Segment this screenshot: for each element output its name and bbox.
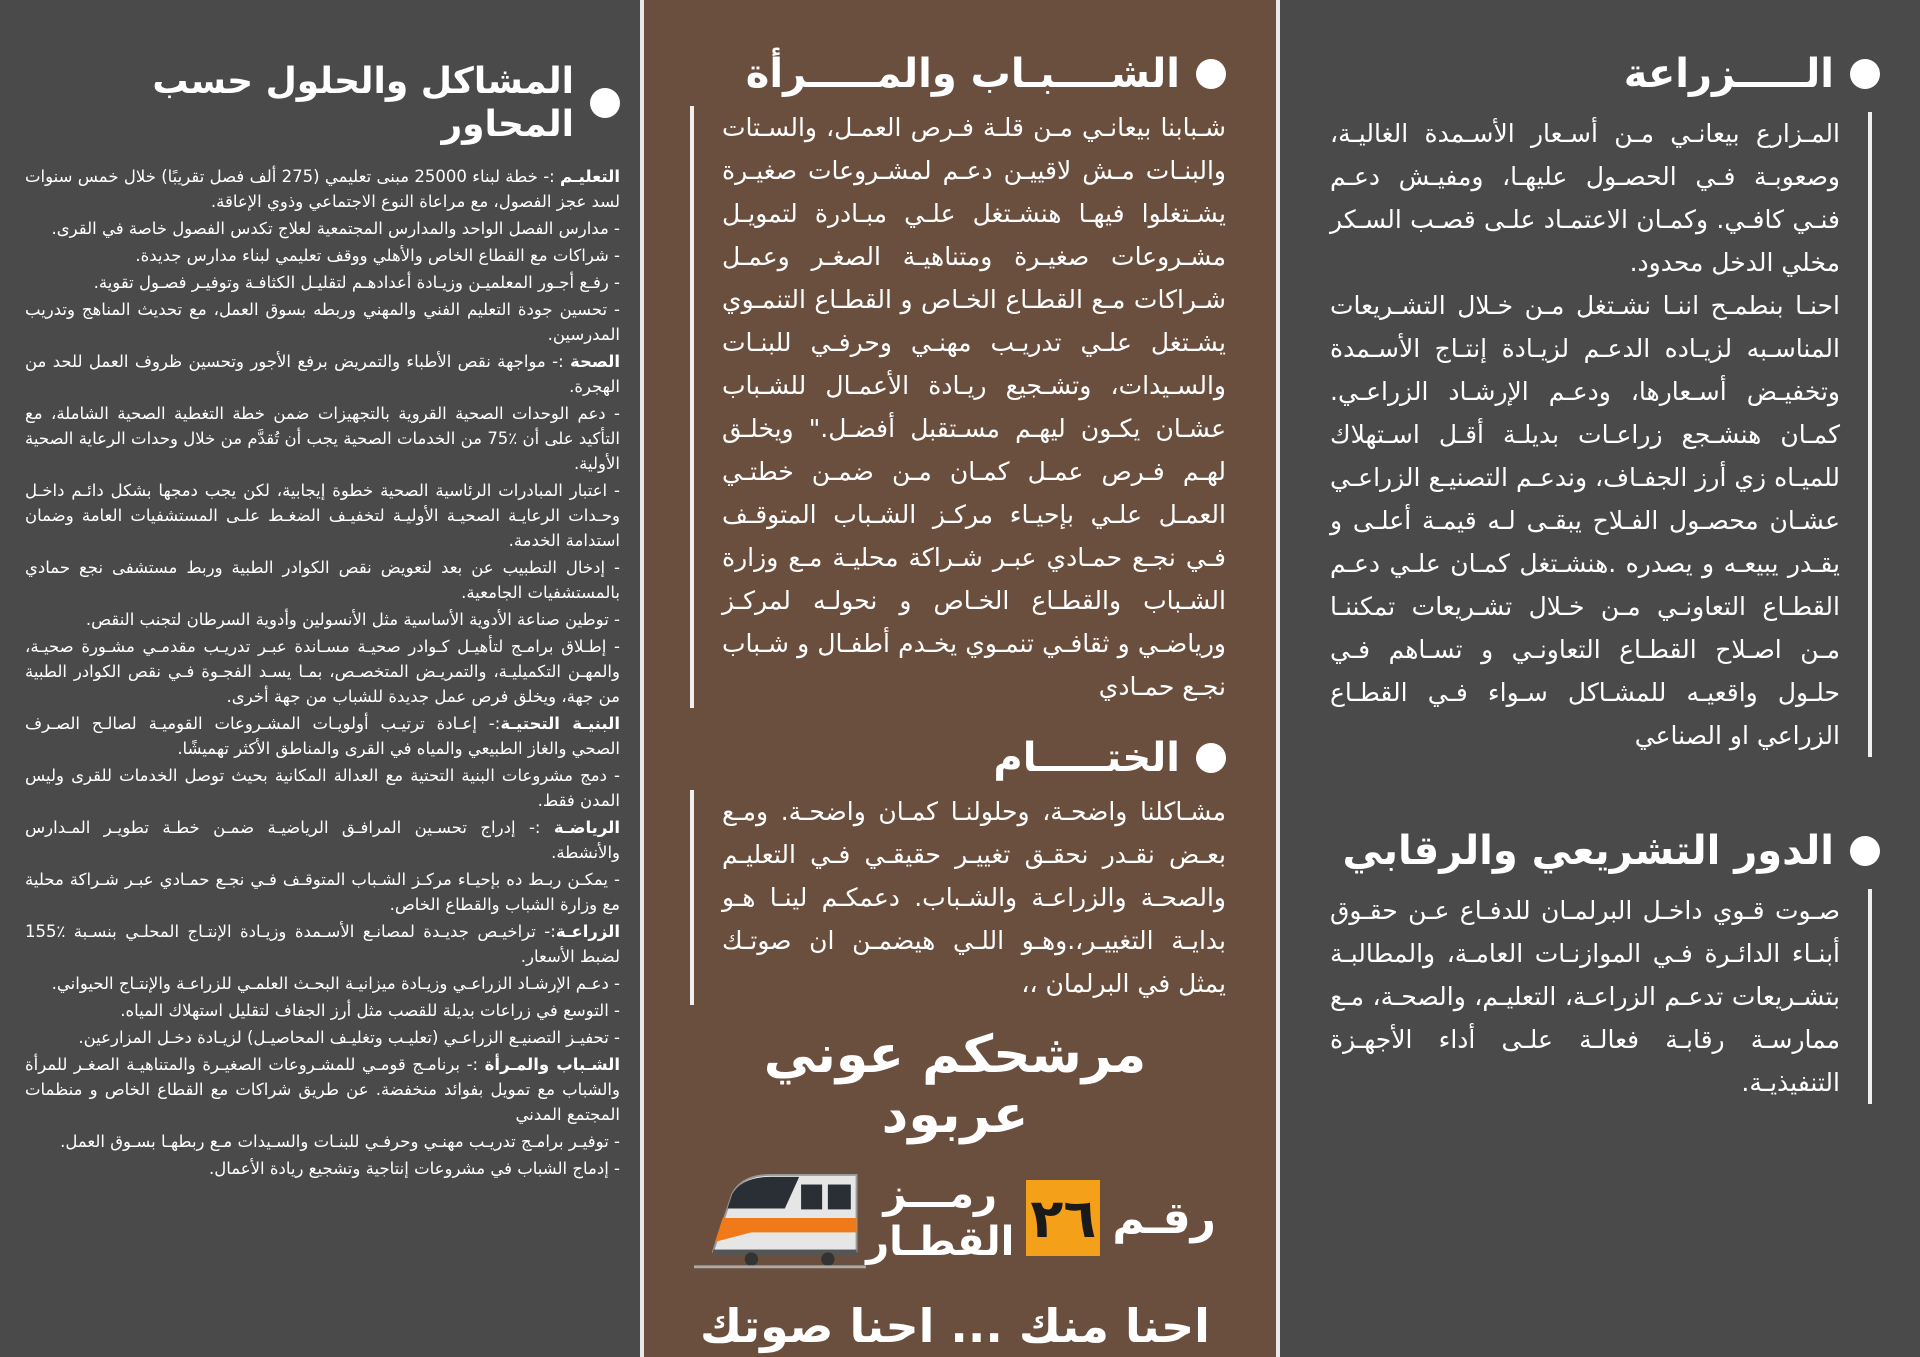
issue-text: - توطين صناعة الأدوية الأساسية مثل الأنسولين وأدوية السرطان لتجنب النقص. xyxy=(85,610,620,630)
bullet-dot-icon xyxy=(1196,59,1226,89)
issue-text: :- خطة لبناء 25000 مبنى تعليمي (275 ألف فصل تقريبًا) خلال خمس سنوات لسد عجز الفصول، مع مراعاة النوع الاجتماعي وذوي الإعاقة. xyxy=(25,167,620,212)
issue-text: - دعم الوحدات الصحية القروية بالتجهيزات ضمن خطة التغطية الصحية الشاملة، مع التأكيد على أن ٪75 من الخدمات الصحية يجب أن تُقدَّم من خلال وحدات الرعاية الصحية الأولية. xyxy=(25,404,620,474)
bullet-dot-icon xyxy=(590,88,620,118)
candidate-name: مرشحكم عوني عربود xyxy=(763,1025,1147,1145)
issue-item xyxy=(25,401,620,476)
issue-item xyxy=(25,867,620,917)
issue-item xyxy=(25,297,620,347)
issue-item xyxy=(25,763,620,813)
issue-item xyxy=(25,998,620,1023)
symbol-label-line2: القطـار xyxy=(866,1219,1015,1265)
issue-item xyxy=(25,815,620,865)
issue-category: الشـباب والمـرأة xyxy=(484,1055,620,1075)
issue-item xyxy=(25,634,620,709)
legislative-heading xyxy=(1330,827,1880,875)
campaign-slogan: احنا منك ... احنا صوتك xyxy=(700,1299,1210,1353)
issue-text: - شراكات مع القطاع الخاص والأهلي ووقف تعليمي لبناء مدارس جديدة. xyxy=(135,246,620,266)
number-label: رقـم xyxy=(1112,1192,1216,1244)
left-panel xyxy=(0,0,640,1357)
conclusion-heading xyxy=(684,734,1226,782)
issue-text: :- تراخيـص جديـدة لمصانـع الأسـمدة وزيـادة الإنتـاج المحلـي بنسـبة ٪155 لضبط الأسعار. xyxy=(25,922,620,967)
issue-text: - مدارس الفصل الواحد والمدارس المجتمعية لعلاج تكدس الفصول خاصة في القرى. xyxy=(51,219,620,239)
issue-item xyxy=(25,971,620,996)
issue-category: الرياضـة xyxy=(553,818,620,838)
issue-item xyxy=(25,607,620,632)
youth-heading xyxy=(684,50,1226,98)
issue-item xyxy=(25,270,620,295)
issue-item xyxy=(25,1052,620,1127)
issue-item xyxy=(25,1156,620,1181)
ballot-number xyxy=(1014,1180,1216,1256)
agriculture-body xyxy=(1330,112,1872,757)
issue-item xyxy=(25,243,620,268)
issue-text: :- إدراج تحسـين المرافـق الرياضيـة ضمـن خطـة تطويـر المـدارس والأنشطة. xyxy=(25,818,620,863)
youth-body xyxy=(690,106,1226,708)
agriculture-solution-text: احنـا بنطمـح اننـا نشـتغل مـن خـلال التشـريعات المناسـبه لزيـاده الدعـم لزيـادة إنتـاج الأسـمدة وتخفيـض أسـعارها، ودعـم الإرشـاد الزراعـي. كمـان هنشـجع زراعـات بديلـة أقـل اسـتهلاك للميـاه زي أرز الجفـاف، وندعـم التصنيـع الزراعـي عشـان محصـول الفـلاح يبقـى لـه قيمـة أعلـى و يقـدر يبيعـه و يصدره .هنشـتغل كمـان علـي دعـم القطـاع التعاونـي مـن خـلال تشـريعات تمكننـا مـن اصـلاح القطـاع التعاونـي و تسـاهم فـي حلـول واقعيـه للمشـاكل سـواء فـي القطـاع الزراعي او الصناعي xyxy=(1330,291,1840,750)
issue-text: - يمكـن ربـط ده بإحيـاء مركـز الشـباب المتوقـف فـي نجـع حمـادي عبـر شـراكة محلية مع وزارة الشباب والقطاع الخاص. xyxy=(25,870,620,915)
issue-item xyxy=(25,478,620,553)
issue-text: - التوسع في زراعات بديلة للقصب مثل أرز الجفاف لتقليل استهلاك المياه. xyxy=(120,1001,620,1021)
issue-item xyxy=(25,164,620,214)
bullet-dot-icon xyxy=(1850,59,1880,89)
issue-text: - دعـم الإرشـاد الزراعـي وزيـادة ميزانيـة البحـث العلمـي للزراعـة والإنتـاج الحيواني. xyxy=(51,974,620,994)
bullet-dot-icon xyxy=(1850,836,1880,866)
issue-text: - إدخال التطبيب عن بعد لتعويض نقص الكوادر الطبية وربط مستشفى نجع حمادي بالمستشفيات الجامعية. xyxy=(25,558,620,603)
issue-text: - إدماج الشباب في مشروعات إنتاجية وتشجيع ريادة الأعمال. xyxy=(208,1159,620,1179)
issue-category: البنيـة التحتيـة xyxy=(500,714,621,734)
legislative-title: الدور التشريعي والرقابي xyxy=(1342,828,1834,874)
conclusion-body xyxy=(690,790,1226,1005)
issue-item xyxy=(25,711,620,761)
issue-category: الزراعـة xyxy=(555,922,620,942)
issue-text: :- مواجهة نقص الأطباء والتمريض برفع الأجور وتحسين ظروف العمل للحد من الهجرة. xyxy=(25,352,620,397)
bullet-dot-icon xyxy=(1196,743,1226,773)
issue-category: الصحة xyxy=(569,352,620,372)
issue-item xyxy=(25,555,620,605)
middle-panel xyxy=(640,0,1280,1357)
conclusion-text: مشـاكلنا واضحـة، وحلولنـا كمـان واضحـة. ومـع بعـض نقـدر نحقـق تغييـر حقيقـي فـي التعليـم والصحـة والزراعـة والشـباب. دعمكـم لينـا هـو بدايـة التغييـر،.وهـو اللـي هيضمـن ان صوتـك يمثل في البرلمان ،، xyxy=(722,797,1226,998)
agriculture-title: الـــــزراعة xyxy=(1623,51,1834,97)
issues-title: المشاكل والحلول حسب المحاور xyxy=(152,61,574,146)
issue-item xyxy=(25,1025,620,1050)
issue-item xyxy=(25,216,620,241)
issue-text: - إطـلاق برامـج لتأهيـل كـوادر صحيـة مسـاندة عبـر تدريـب مقدمـي مشـورة صحيـة، والمهـن التكميليـة، والتمريـض المتخصـص، بمـا يسـد الفجـوة فـي نقص الكوادر الطبية من جهة، ويخلق فرص عمل جديدة للشباب من جهة أخرى. xyxy=(25,637,620,707)
number-badge: ٢٦ xyxy=(1026,1180,1100,1256)
youth-text: شـبابنا بيعانـي مـن قلـة فـرص العمـل، والسـتات والبنـات مـش لاقييـن دعـم لمشـروعات صغيـرة يشـتغلوا فيهـا هنشـتغل علـي مبـادرة لتمويـل مشـروعات صغيـرة ومتناهيـة الصغـر وعمـل شـراكات مـع القطـاع الخـاص و القطـاع التنمـوي يشـتغل علـي تدريـب مهنـي وحرفـي للبنـات والسـيدات، وتشـجيع ريـادة الأعمـال للشـباب عشـان يكـون ليهـم مسـتقبل أفضـل." ويخلـق لهـم فـرص عمـل كمـان مـن ضمـن خطتـي العمـل علـي بإحيـاء مركـز الشـباب المتوقـف فـي نجـع حمـادي عبـر شـراكة محليـة مـع وزارة الشـباب والقطـاع الخـاص و نحولـه لمركـز ورياضـي و ثقافـي تنمـوي يخـدم أطفـال و شـباب نجـع حمـادي xyxy=(722,113,1226,701)
symbol-label xyxy=(866,1170,1014,1266)
issues-heading xyxy=(25,60,620,146)
symbol-label-line1: رمـــز xyxy=(883,1171,998,1217)
issue-item xyxy=(25,1129,620,1154)
youth-title: الشــــبـاب والمـــــرأة xyxy=(745,51,1180,97)
issue-text: :- برنامـج قومـي للمشـروعات الصغيـرة والمتناهيـة الصغـر للمرأة والشباب مع تمويل بفوائد منخفضة. عن طريق شراكات مع القطاع الخاص و منظمات المجتمع المدني xyxy=(25,1055,620,1125)
conclusion-title: الختـــــام xyxy=(993,735,1180,781)
agriculture-heading xyxy=(1330,50,1880,98)
right-panel xyxy=(1280,0,1920,1357)
issues-list xyxy=(25,164,620,1181)
ballot-symbol-row xyxy=(684,1163,1226,1273)
legislative-text: صـوت قـوي داخـل البرلمـان للدفـاع عـن حقـوق أبنـاء الدائـرة فـي الموازنـات العامـة، والمطالبـة بتشـريعات تدعـم الزراعـة، التعليـم، والصحـة، مـع ممارسـة رقابـة فعالـة علـى أداء الأجهـزة التنفيذيـة. xyxy=(1330,896,1840,1097)
issue-text: - اعتبار المبادرات الرئاسية الصحية خطوة إيجابية، لكن يجب دمجها بشكل دائـم داخـل وحـدات الرعايـة الصحيـة الأوليـة لتخفيـف الضغـط علـى المستشفيات العامة وضمان استدامة الخدمة. xyxy=(25,481,620,551)
agriculture-problem-text: المـزارع بيعانـي مـن أسـعار الأسـمدة الغاليـة، وصعوبـة فـي الحصـول عليهـا، ومفيـش دعـم فنـي كافـي. وكمـان الاعتمـاد علـى قصـب السـكر مخلي الدخل محدود. xyxy=(1330,119,1840,277)
issue-text: - تحسين جودة التعليم الفني والمهني وربطه بسوق العمل، مع تحديث المناهج وتدريب المدرسين. xyxy=(25,300,620,345)
legislative-body xyxy=(1330,889,1872,1104)
train-icon xyxy=(694,1163,866,1273)
issue-text: - تحفيـز التصنيـع الزراعـي (تعليـب وتغليـف المحاصيـل) لزيـادة دخـل المزارعين. xyxy=(78,1028,620,1048)
issue-item xyxy=(25,349,620,399)
issue-item xyxy=(25,919,620,969)
issue-text: :- إعـادة ترتيـب أولويـات المشـروعات القوميـة لصالـح الصـرف الصحي والغاز الطبيعي والمياه في القرى والمناطق الأكثر تهميشًا. xyxy=(25,714,620,759)
issue-text: - توفيـر برامـج تدريـب مهنـي وحرفـي للبنـات والسـيدات مـع ربطهـا بسـوق العمل. xyxy=(60,1132,620,1152)
issue-text: - رفـع أجـور المعلميـن وزيـادة أعدادهـم لتقليـل الكثافـة وتوفيـر فصـول تقوية. xyxy=(93,273,620,293)
issue-category: التعليـم xyxy=(560,167,620,187)
issue-text: - دمج مشروعات البنية التحتية مع العدالة المكانية بحيث توصل الخدمات للقرى وليس المدن فقط. xyxy=(25,766,620,811)
